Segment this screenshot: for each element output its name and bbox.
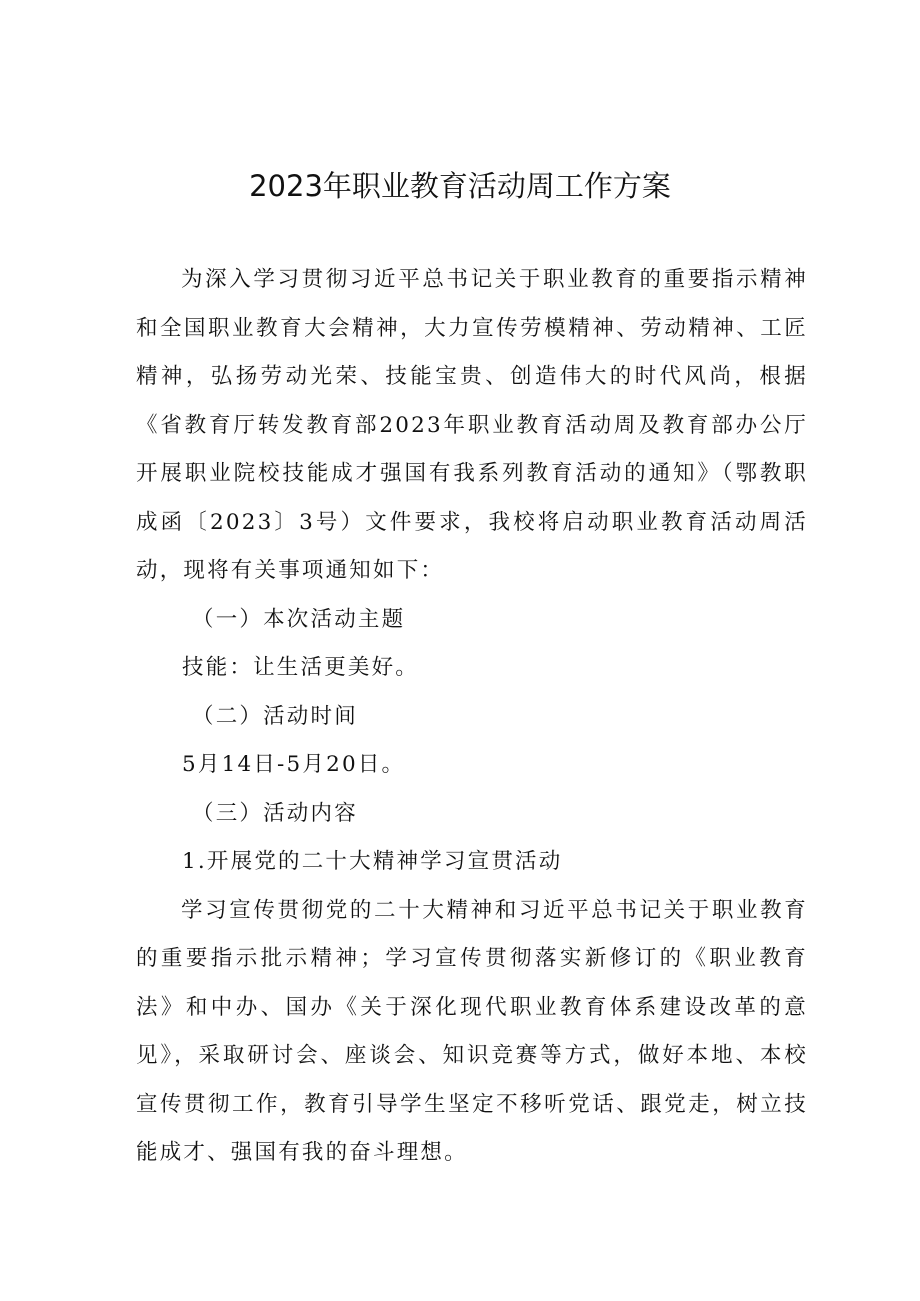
section-text-time: 5月14日-5月20日。 (182, 752, 406, 777)
item-text-study: 学习宣传贯彻党的二十大精神和习近平总书记关于职业教育的重要指示批示精神；学习宣传贯彻落实新修订的《职业教育法》和中办、国办《关于深化现代职业教育体系建设改革的意见》，采取研讨会、座谈会、知识竞赛等方式，做好本地、本校宣传贯彻工作，教育引导学生坚定不移听党话、跟党走，树立技能成才、强国有我的奋斗理想。 (136, 897, 808, 1165)
section-heading-time: （二）活动时间 (192, 703, 358, 729)
section-heading-content: （三）活动内容 (192, 800, 358, 826)
section-heading-theme: （一）本次活动主题 (192, 606, 406, 632)
item-heading-study: 1.开展党的二十大精神学习宣贯活动 (182, 849, 563, 874)
document-title: 2023年职业教育活动周工作方案 (249, 169, 671, 203)
document-body (136, 256, 808, 1178)
section-text-theme: 技能：让生活更美好。 (182, 655, 420, 680)
intro-paragraph: 为深入学习贯彻习近平总书记关于职业教育的重要指示精神和全国职业教育大会精神，大力宣传劳模精神、劳动精神、工匠精神，弘扬劳动光荣、技能宝贵、创造伟大的时代风尚，根据《省教育厅转发教育部2023年职业教育活动周及教育部办公厅开展职业院校技能成才强国有我系列教育活动的通知》（鄂教职成函〔2023〕3号）文件要求，我校将启动职业教育活动周活动，现将有关事项通知如下： (136, 267, 808, 583)
